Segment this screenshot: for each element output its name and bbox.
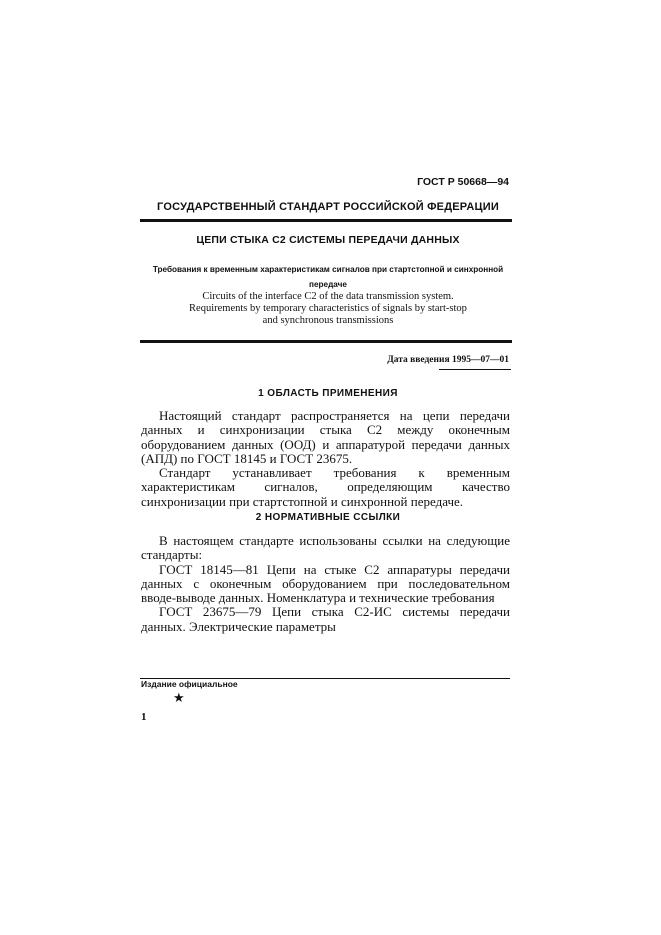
subtitle-english-line: Requirements by temporary characteristics of signals by start-stop [189,303,467,314]
edition-label: Издание официальное [141,679,238,689]
section-1-body [141,409,510,509]
subtitle-russian: Требования к временным характеристикам сигналов при стартстопной и синхронной передаче [152,265,504,289]
star-icon: ★ [173,690,185,705]
document-main-title: ЦЕПИ СТЫКА С2 СИСТЕМЫ ПЕРЕДАЧИ ДАННЫХ [196,234,460,246]
paragraph: Настоящий стандарт распространяется на цепи передачи данных и синхронизации стыка С2 между оконечным оборудованием данных (ООД) и аппаратурой передачи данных (АПД) по ГОСТ 18145 и ГОСТ 23675. [141,408,510,466]
introduction-date-underline [439,369,511,370]
paragraph: В настоящем стандарте использованы ссылки на следующие стандарты: [141,533,510,563]
subtitle-english [140,291,516,327]
section-1-heading: 1 ОБЛАСТЬ ПРИМЕНЕНИЯ [258,388,398,399]
subtitle-english-line: and synchronous transmissions [262,315,394,326]
page-number: 1 [141,711,147,723]
title-divider-top [140,219,512,222]
subtitle-english-line: Circuits of the interface C2 of the data transmission system. [202,291,454,302]
standard-title: ГОСУДАРСТВЕННЫЙ СТАНДАРТ РОССИЙСКОЙ ФЕДЕРАЦИИ [157,201,499,213]
paragraph: Стандарт устанавливает требования к временным характеристикам сигналов, определяющим качество синхронизации при стартстопной и синхронной передаче. [141,465,510,509]
paragraph: ГОСТ 18145—81 Цепи на стыке С2 аппаратуры передачи данных с оконечным оборудованием при последовательном вводе-выводе данных. Номенклатура и технические требования [141,561,510,606]
title-divider-bottom [140,340,512,343]
section-2-heading: 2 НОРМАТИВНЫЕ ССЫЛКИ [255,512,401,523]
paragraph: ГОСТ 23675—79 Цепи стыка С2-ИС системы передачи данных. Электрические параметры [141,604,510,634]
introduction-date: Дата введения 1995—07—01 [387,355,509,365]
section-2-body [141,534,510,634]
document-code: ГОСТ Р 50668—94 [417,176,509,188]
